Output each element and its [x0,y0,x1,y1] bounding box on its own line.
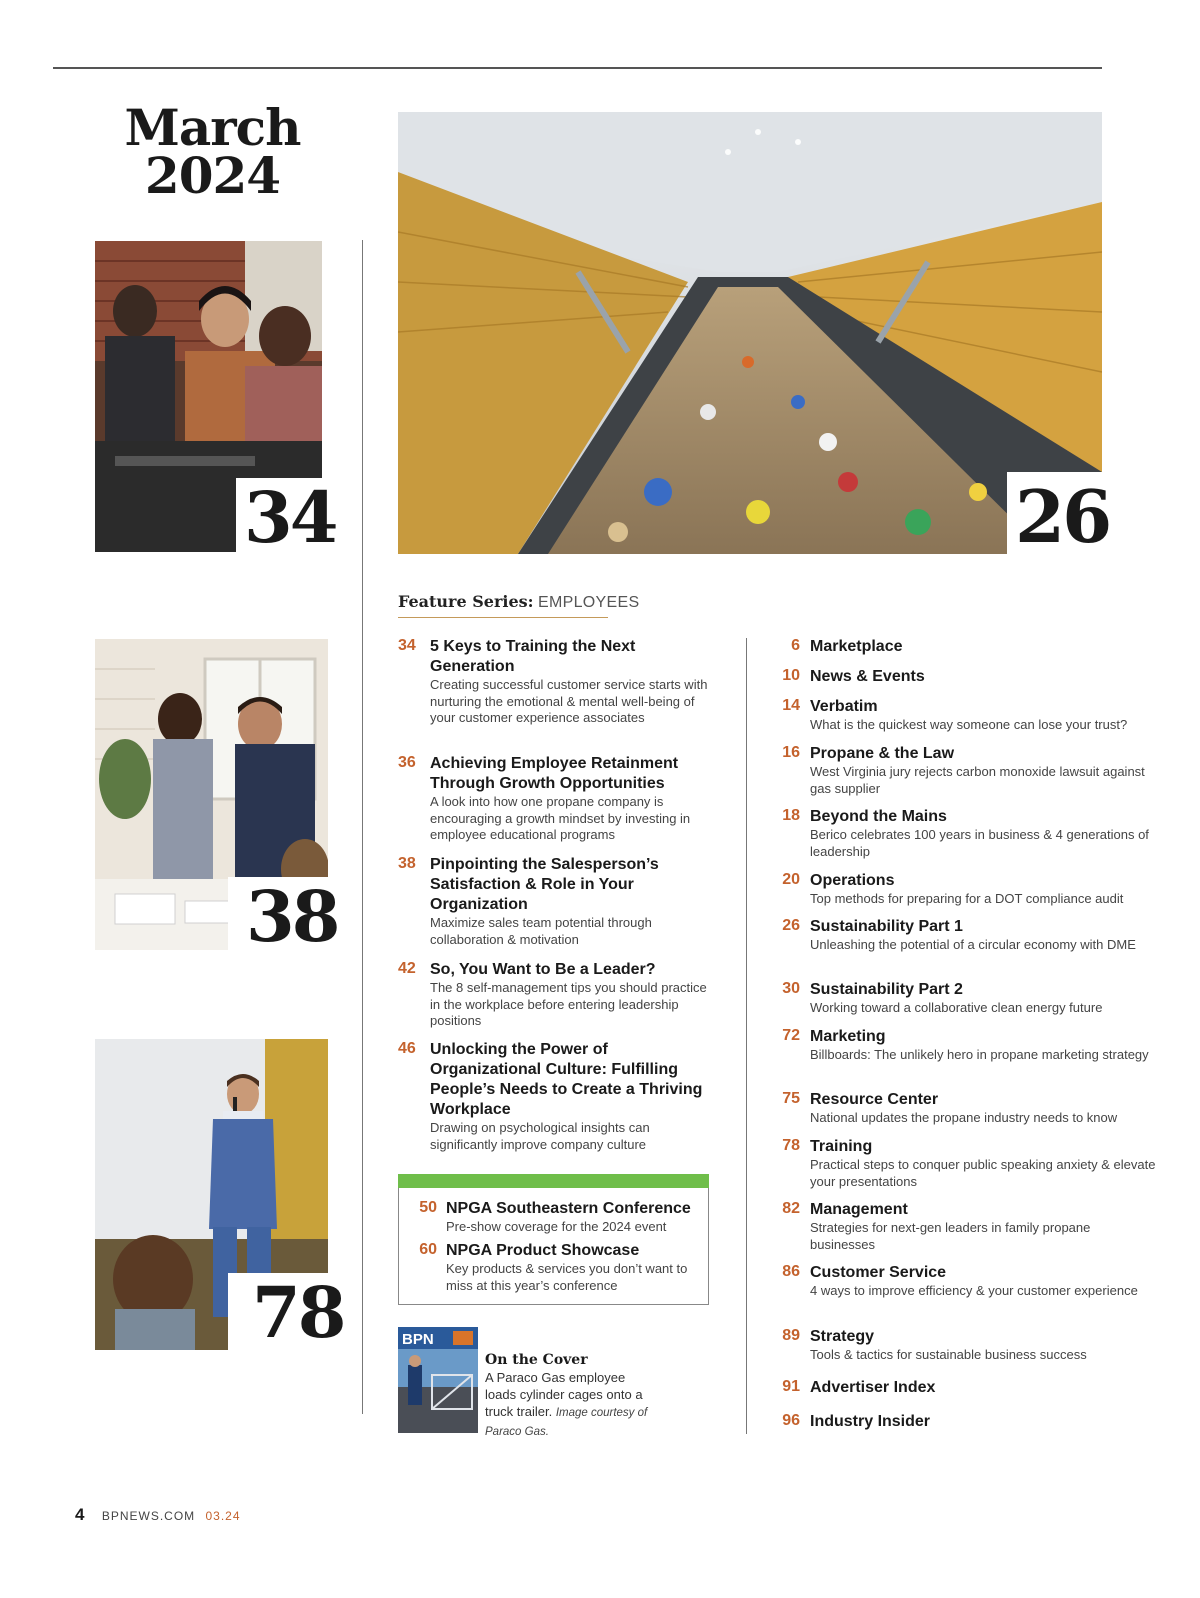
department-item[interactable] [776,744,1156,797]
photo-number-78: 78 [228,1273,356,1355]
department-item[interactable] [776,1327,1156,1364]
footer-issue: 03.24 [205,1509,241,1523]
department-title: Beyond the Mains [810,808,947,825]
page-footer [75,1505,241,1525]
feature-page-number: 38 [398,855,416,872]
department-page-number: 30 [782,980,800,997]
department-description: Berico celebrates 100 years in business & 4 generations of leadership [810,827,1149,859]
feature-description: Maximize sales team potential through collaboration & motivation [430,915,652,947]
npga-description: Key products & services you don’t want to miss at this year’s conference [446,1261,688,1293]
right-column-divider [746,638,747,1434]
issue-month: March [124,98,301,157]
department-title: Sustainability Part 1 [810,918,963,935]
feature-series-label: Feature Series: [398,592,534,611]
department-page-number: 78 [782,1137,800,1154]
photo-number-26: 26 [1007,472,1119,560]
department-description: Tools & tactics for sustainable business success [810,1347,1087,1362]
department-item[interactable] [776,1378,1156,1398]
feature-item[interactable] [398,637,708,727]
department-title: Training [810,1138,873,1155]
department-title: Advertiser Index [810,1379,936,1396]
department-item[interactable] [776,871,1156,908]
department-description: West Virginia jury rejects carbon monoxide lawsuit against gas supplier [810,764,1145,796]
npga-section [398,1174,709,1305]
department-description: 4 ways to improve efficiency & your customer experience [810,1283,1138,1298]
feature-title: 5 Keys to Training the Next Generation [430,638,636,675]
department-title: Industry Insider [810,1413,931,1430]
photo-number-38: 38 [228,877,350,957]
feature-description: Creating successful customer service starts with nurturing the emotional & mental well-being of your customer experience associates [430,677,708,725]
npga-title: NPGA Southeastern Conference [446,1200,691,1217]
issue-date [95,98,330,205]
department-page-number: 20 [782,871,800,888]
department-page-number: 16 [782,744,800,761]
department-description: National updates the propane industry needs to know [810,1110,1118,1125]
footer-page-number: 4 [75,1505,86,1524]
department-item[interactable] [776,1137,1156,1190]
feature-title: So, You Want to Be a Leader? [430,961,656,978]
department-description: Practical steps to conquer public speaking anxiety & elevate your presentations [810,1157,1156,1189]
npga-title: NPGA Product Showcase [446,1242,640,1259]
feature-series-value: EMPLOYEES [538,594,640,611]
department-item[interactable] [776,1090,1156,1127]
department-title: Verbatim [810,698,878,715]
department-item[interactable] [776,667,1156,687]
department-item[interactable] [776,1200,1156,1253]
department-item[interactable] [776,807,1156,860]
department-title: Resource Center [810,1091,939,1108]
department-item[interactable] [776,1263,1156,1300]
feature-title: Unlocking the Power of Organizational Culture: Fulfilling People’s Needs to Create a Thriving Workplace [430,1041,703,1118]
department-description: Strategies for next-gen leaders in family propane businesses [810,1220,1091,1252]
department-title: Sustainability Part 2 [810,981,963,998]
department-description: Unleashing the potential of a circular economy with DME [810,937,1136,952]
feature-item[interactable] [398,960,708,1030]
department-title: News & Events [810,668,925,685]
department-page-number: 91 [782,1378,800,1395]
npga-accent-bar [398,1174,709,1188]
top-rule [53,67,1102,69]
cover-caption [485,1352,655,1441]
feature-page-number: 42 [398,960,416,977]
department-title: Strategy [810,1328,875,1345]
department-description: Billboards: The unlikely hero in propane marketing strategy [810,1047,1149,1062]
department-title: Operations [810,872,895,889]
feature-title: Achieving Employee Retainment Through Growth Opportunities [430,755,679,792]
feature-title: Pinpointing the Salesperson’s Satisfaction & Role in Your Organization [430,856,659,913]
department-description: Working toward a collaborative clean energy future [810,1000,1103,1015]
feature-item[interactable] [398,855,708,948]
feature-description: A look into how one propane company is encouraging a growth mindset by investing in employee educational programs [430,794,691,842]
cover-caption-text: A Paraco Gas employee loads cylinder cages onto a truck trailer. [485,1370,643,1419]
recycling-illustration [398,112,1102,554]
feature-page-number: 36 [398,754,416,771]
cover-caption-credit: Image courtesy of Paraco Gas. [485,1407,648,1438]
department-title: Marketplace [810,638,903,655]
feature-item[interactable] [398,754,708,844]
issue-year: 2024 [144,146,281,205]
npga-page-number: 50 [419,1199,437,1216]
department-page-number: 14 [782,697,800,714]
department-description: Top methods for preparing for a DOT compliance audit [810,891,1124,906]
feature-description: The 8 self-management tips you should practice in the workplace before entering leadership positions [430,980,707,1028]
department-page-number: 6 [791,637,800,654]
department-page-number: 75 [782,1090,800,1107]
photo-recycling-conveyor[interactable] [398,112,1102,554]
department-description: What is the quickest way someone can lose your trust? [810,717,1128,732]
department-item[interactable] [776,980,1156,1017]
department-item[interactable] [776,697,1156,734]
npga-item[interactable] [413,1241,703,1294]
department-page-number: 18 [782,807,800,824]
department-item[interactable] [776,917,1156,954]
department-item[interactable] [776,1027,1156,1064]
department-page-number: 82 [782,1200,800,1217]
feature-item[interactable] [398,1040,708,1153]
npga-page-number: 60 [419,1241,437,1258]
department-page-number: 10 [782,667,800,684]
npga-item[interactable] [413,1199,703,1236]
department-title: Customer Service [810,1264,947,1281]
department-page-number: 89 [782,1327,800,1344]
department-item[interactable] [776,1412,1156,1432]
department-title: Management [810,1201,908,1218]
feature-description: Drawing on psychological insights can significantly improve company culture [430,1120,650,1152]
cover-logo: BPN [402,1331,434,1348]
cover-thumbnail[interactable] [398,1327,478,1433]
feature-page-number: 46 [398,1040,416,1057]
cover-caption-title: On the Cover [485,1352,588,1368]
cover-thumbnail-illustration [398,1327,478,1433]
feature-series-heading [398,592,639,612]
photo-number-34: 34 [236,478,340,558]
department-title: Marketing [810,1028,886,1045]
department-page-number: 86 [782,1263,800,1280]
department-page-number: 96 [782,1412,800,1429]
npga-description: Pre-show coverage for the 2024 event [446,1219,667,1234]
department-page-number: 72 [782,1027,800,1044]
feature-series-underline [398,617,608,618]
left-column-divider [362,240,363,1414]
department-item[interactable] [776,637,1156,657]
feature-page-number: 34 [398,637,416,654]
department-page-number: 26 [782,917,800,934]
department-title: Propane & the Law [810,745,955,762]
footer-site[interactable]: BPNEWS.COM [101,1509,196,1523]
